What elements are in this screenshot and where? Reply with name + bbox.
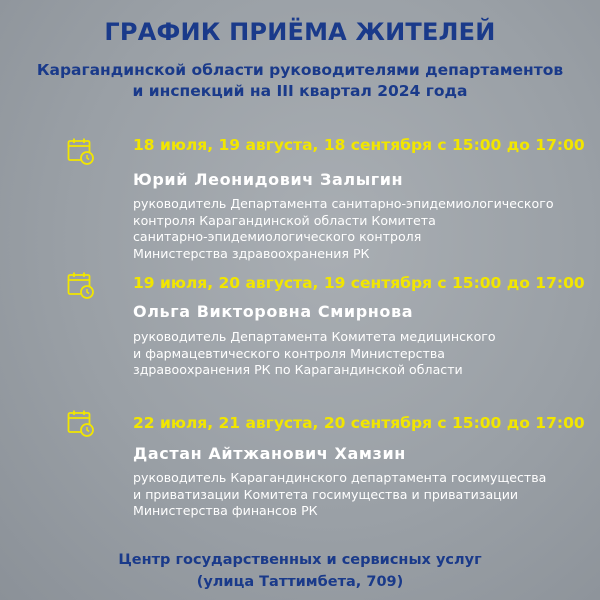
subtitle-line-2: и инспекций на III квартал 2024 года	[132, 82, 468, 100]
role-line: руководитель Департамента санитарно-эпидемиологического	[133, 196, 554, 211]
role-line: здравоохранения РК по Карагандинской области	[133, 362, 463, 377]
role-line: контроля Карагандинской области Комитета	[133, 212, 436, 228]
role-line: руководитель Департамента Комитета медицинского	[133, 329, 496, 344]
entry-date: 22 июля, 21 августа, 20 сентября с 15:00 до 17:00	[133, 414, 585, 432]
poster-title: ГРАФИК ПРИЁМА ЖИТЕЛЕЙ	[104, 18, 496, 46]
role-line: санитарно-эпидемиологического контроля	[133, 229, 422, 244]
role-line: и приватизации Комитета госимущества и приватизации	[133, 486, 519, 502]
entry-role	[133, 329, 588, 379]
entry-date: 18 июля, 19 августа, 18 сентября с 15:00 до 17:00	[133, 136, 585, 154]
entry-name: Ольга Викторовна Смирнова	[133, 302, 414, 321]
poster-subtitle	[0, 60, 600, 102]
subtitle-line-1: Карагандинской области руководителями департаментов	[36, 61, 564, 79]
entry-role	[133, 470, 588, 520]
footer-line-2: (улица Таттимбета, 709)	[196, 574, 404, 590]
calendar-clock-icon	[66, 408, 96, 438]
entry-name: Дастан Айтжанович Хамзин	[133, 444, 406, 463]
entry-name: Юрий Леонидович Залыгин	[133, 170, 404, 189]
role-line: Министерства здравоохранения РК	[133, 245, 370, 261]
role-line: Министерства финансов РК	[133, 503, 318, 518]
entry-date: 19 июля, 20 августа, 19 сентября с 15:00 до 17:00	[133, 274, 585, 292]
role-line: и фармацевтического контроля Министерства	[133, 345, 445, 361]
role-line: руководитель Карагандинского департамента госимущества	[133, 470, 547, 485]
poster-footer	[0, 549, 600, 593]
footer-line-1: Центр государственных и сервисных услуг	[118, 552, 482, 568]
entry-role	[133, 196, 588, 262]
calendar-clock-icon	[66, 270, 96, 300]
calendar-clock-icon	[66, 136, 96, 166]
